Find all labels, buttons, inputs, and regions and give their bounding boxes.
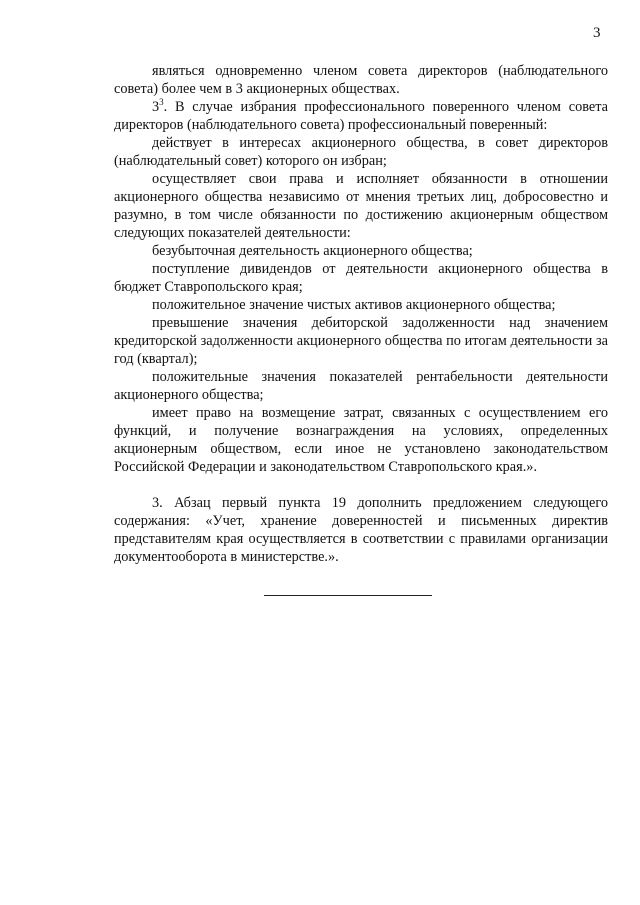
paragraph-amendment-3: 3. Абзац первый пункта 19 дополнить предложением следующего содержания: «Учет, хранение доверенностей и письменных директив представителям края осуществляется в соответствии с правилами организации документооборота в министерстве.». xyxy=(114,495,608,565)
paragraph-board-membership-limit: являться одновременно членом совета директоров (наблюдательного совета) более чем в 3 акционерных обществах. xyxy=(114,63,608,97)
paragraph-indicator-net-assets: положительное значение чистых активов акционерного общества; xyxy=(152,297,556,313)
paragraph-indicator-dividends: поступление дивидендов от деятельности акционерного общества в бюджет Ставропольского края; xyxy=(114,261,608,295)
point-superscript: 3 xyxy=(159,97,164,108)
paragraph-reimbursement: имеет право на возмещение затрат, связанных с осуществлением его функций, и получение вознаграждения на условиях, определенных акционерным обществом, если иное не установлено законодательством Российской Федерации и законодательством Ставропольского края.». xyxy=(114,405,608,475)
paragraph-exercises-rights: осуществляет свои права и исполняет обязанности в отношении акционерного общества независимо от мнения третьих лиц, добросовестно и разумно, в том числе обязанности по достижению акционерным обществом следующих показателей деятельности: xyxy=(114,171,608,241)
page-number: 3 xyxy=(593,25,601,41)
paragraph-indicator-profitability: положительные значения показателей рентабельности деятельности акционерного общества; xyxy=(114,369,608,403)
paragraph-indicator-receivables: превышение значения дебиторской задолженности над значением кредиторской задолженности акционерного общества по итогам деятельности за год (квартал); xyxy=(114,315,608,367)
separator-line xyxy=(264,595,432,596)
paragraph-indicator-breakeven: безубыточная деятельность акционерного общества; xyxy=(152,243,473,259)
point-number: 3 xyxy=(152,99,160,115)
document-body xyxy=(114,62,608,566)
point-text: . В случае избрания профессионального поверенного членом совета директоров (наблюдательного совета) профессиональный поверенный: xyxy=(114,99,608,133)
paragraph-point-3-3 xyxy=(114,98,608,134)
paragraph-acts-in-interests: действует в интересах акционерного общества, в совет директоров (наблюдательный совет) которого он избран; xyxy=(114,135,608,169)
